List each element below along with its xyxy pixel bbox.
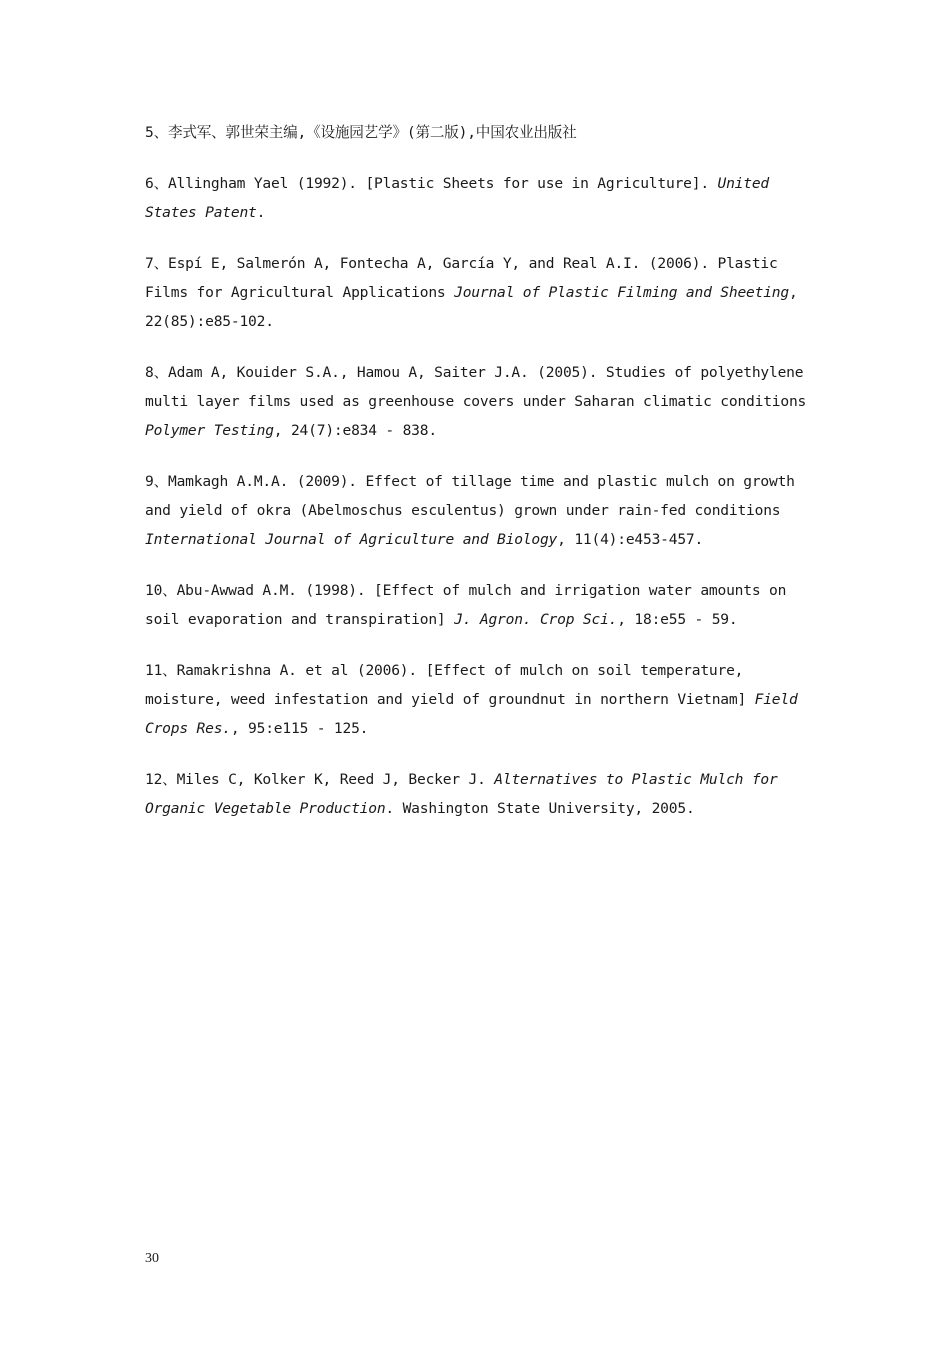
reference-list <box>145 118 810 845</box>
reference-source-title: Alternatives to Plastic Mulch for Organic Vegetable Production <box>145 771 778 817</box>
reference-source-title: Polymer Testing <box>145 422 274 439</box>
reference-source-title: International Journal of Agriculture and Biology <box>145 531 558 548</box>
reference-text: 12、Miles C, Kolker K, Reed J, Becker J. <box>145 771 495 788</box>
reference-text: , 22(85):e85-102. <box>145 284 798 330</box>
reference-source-title: Field Crops Res. <box>145 691 798 737</box>
reference-text: , 24(7):e834 - 838. <box>273 422 437 439</box>
reference-text: . <box>256 204 266 221</box>
reference-text: 11、Ramakrishna A. et al (2006). [Effect of mulch on soil temperature, moisture, weed infestation and yield of groundnut in northern Vietnam] <box>145 662 755 708</box>
reference-item-ref-6 <box>145 169 810 227</box>
reference-item-ref-5 <box>145 118 810 147</box>
reference-text: . Washington State University, 2005. <box>385 800 695 817</box>
reference-source-title: J. Agron. Crop Sci. <box>454 611 618 628</box>
reference-text: 9、Mamkagh A.M.A. (2009). Effect of tillage time and plastic mulch on growth and yield of okra (Abelmoschus esculentus) grown under rain-fed conditions <box>145 473 795 519</box>
page-number: 30 <box>145 1251 159 1266</box>
reference-text: 7、Espí E, Salmerón A, Fontecha A, García Y, and Real A.I. (2006). Plastic Films for Agricultural Applications <box>145 255 778 301</box>
reference-text: 6、Allingham Yael (1992). [Plastic Sheets for use in Agriculture]. <box>145 175 718 192</box>
reference-item-ref-10 <box>145 576 810 634</box>
reference-item-ref-8 <box>145 358 810 445</box>
reference-item-ref-7 <box>145 249 810 336</box>
reference-text: , 95:e115 - 125. <box>230 720 369 737</box>
reference-text: 10、Abu-Awwad A.M. (1998). [Effect of mulch and irrigation water amounts on soil evaporation and transpiration] <box>145 582 787 628</box>
reference-item-ref-12 <box>145 765 810 823</box>
reference-item-ref-9 <box>145 467 810 554</box>
reference-text: , 18:e55 - 59. <box>617 611 738 628</box>
reference-text: 8、Adam A, Kouider S.A., Hamou A, Saiter J.A. (2005). Studies of polyethylene multi layer films used as greenhouse covers under Saharan climatic conditions <box>145 364 807 410</box>
reference-source-title: Journal of Plastic Filming and Sheeting <box>454 284 789 301</box>
reference-item-ref-11 <box>145 656 810 743</box>
reference-text: , 11(4):e453-457. <box>557 531 704 548</box>
reference-source-title: United States Patent <box>145 175 770 221</box>
reference-text: 5、李式军、郭世荣主编,《设施园艺学》(第二版),中国农业出版社 <box>145 124 577 141</box>
